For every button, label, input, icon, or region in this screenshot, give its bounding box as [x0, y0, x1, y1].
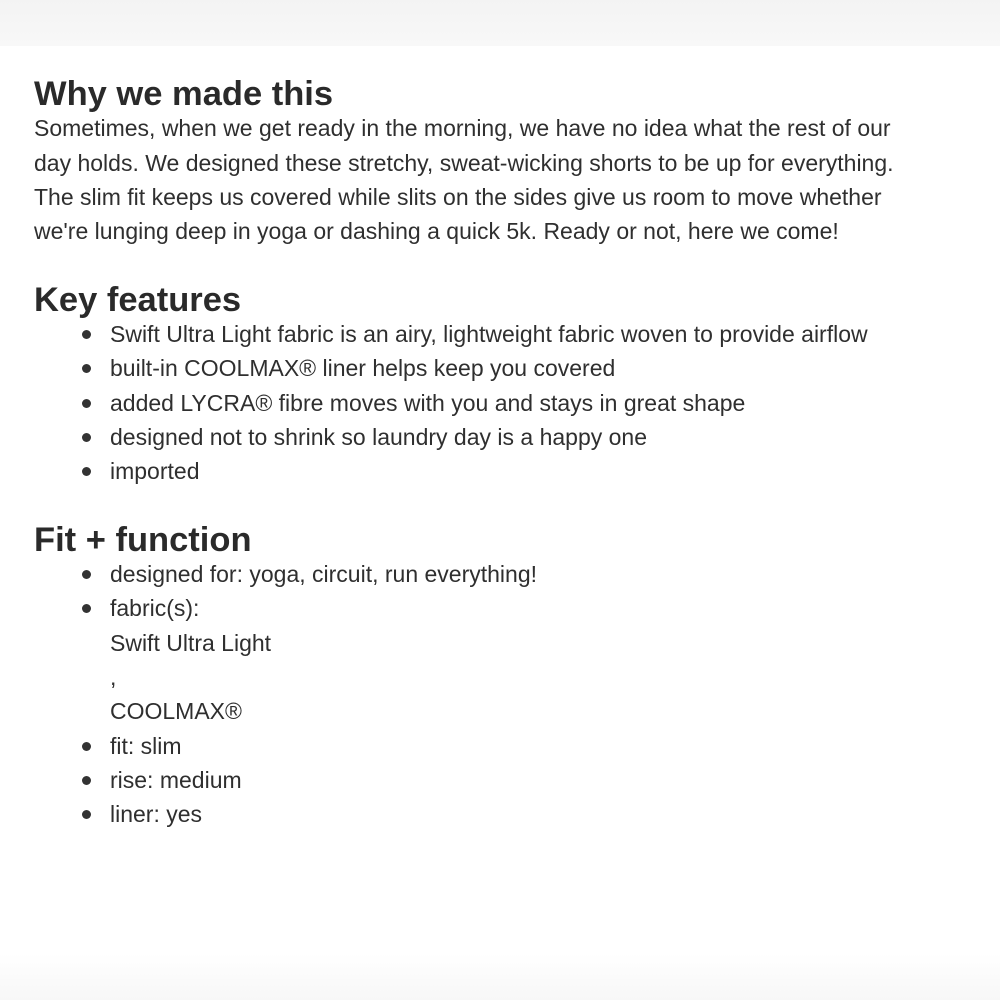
- fabric-coolmax: COOLMAX®: [110, 698, 242, 725]
- feature-no-shrink: designed not to shrink so laundry day is a happy one: [110, 420, 974, 454]
- bottom-fade: [0, 954, 1000, 1000]
- feature-imported: imported: [110, 454, 974, 488]
- fabric-separator: ,: [110, 664, 117, 691]
- fabrics-item: [110, 591, 974, 728]
- why-we-made-this-heading: Why we made this: [34, 75, 334, 113]
- fabric-swift-ultra-light: Swift Ultra Light: [110, 629, 272, 656]
- feature-liner: built-in COOLMAX® liner helps keep you covered: [110, 351, 974, 385]
- feature-fabric: Swift Ultra Light fabric is an airy, lightweight fabric woven to provide airflow: [110, 317, 974, 351]
- why-we-made-this-text: Sometimes, when we get ready in the morning, we have no idea what the rest of our day holds. We designed these stretchy, sweat-wicking shorts to be up for everything. The slim fit keeps us covered while slits on the sides give us room to move whether we're lunging deep in yoga or dashing a quick 5k. Ready or not, here we come!: [34, 115, 894, 245]
- rise-item: rise: medium: [110, 763, 974, 797]
- fit-function-section: [34, 520, 974, 832]
- fit-function-heading: Fit + function: [34, 520, 252, 559]
- feature-lycra: added LYCRA® fibre moves with you and stays in great shape: [110, 386, 974, 420]
- fit-function-list: [34, 557, 974, 831]
- top-header-bar: [0, 0, 1000, 46]
- designed-for-item: designed for: yoga, circuit, run everything!: [110, 557, 974, 591]
- key-features-heading: Key features: [34, 280, 242, 319]
- fabrics-label: fabric(s):: [110, 595, 200, 622]
- key-features-section: [34, 280, 974, 489]
- liner-item: liner: yes: [110, 797, 974, 831]
- fit-item: fit: slim: [110, 729, 974, 763]
- product-description: [34, 77, 974, 866]
- key-features-list: [34, 317, 974, 488]
- why-we-made-this-section: [34, 77, 974, 248]
